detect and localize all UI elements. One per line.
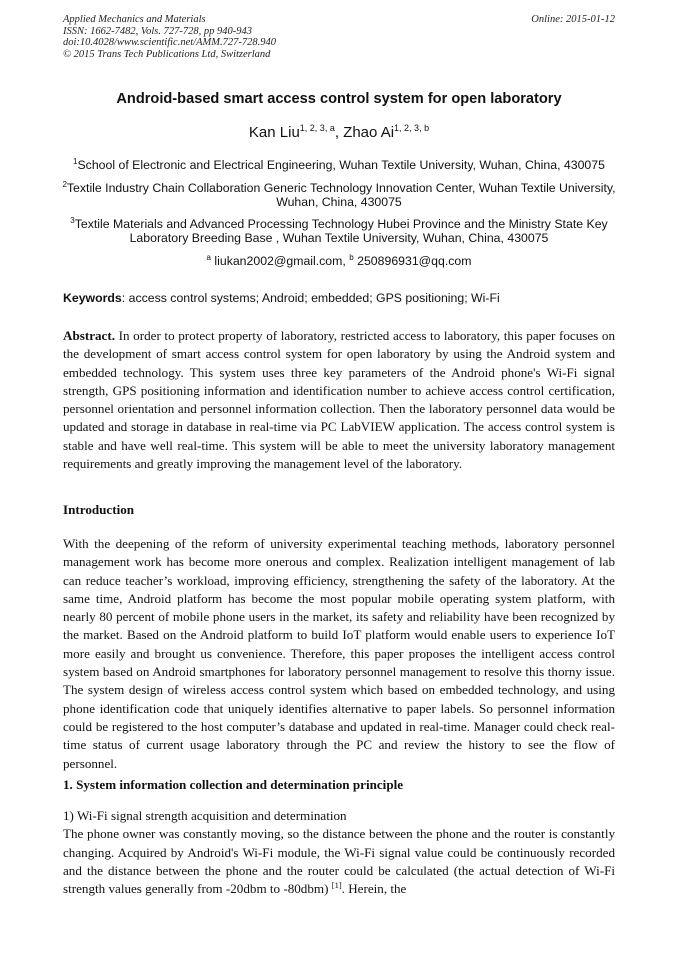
affiliation-2: [58, 181, 620, 209]
section-1-body: [63, 807, 615, 898]
affiliation-mark: 1: [73, 157, 78, 166]
email-separator: ,: [342, 254, 350, 268]
journal-header: [63, 14, 443, 60]
affiliation-3: [58, 217, 620, 245]
affiliation-text: Textile Materials and Advanced Processing Technology Hubei Province and the Ministry State Key Laboratory Breeding Base , Wuhan Textile University, Wuhan, China, 430075: [74, 217, 608, 245]
section-1-text: The phone owner was constantly moving, so the distance between the phone and the router is constantly changing. Acquired by Android's Wi-Fi module, the Wi-Fi signal value could be continuously recorded and the distance between the phone and the router could be calculated (the actual detection of Wi-Fi strength values generally from -20dbm to -80dbm): [63, 826, 615, 897]
email-link[interactable]: 250896931@qq.com: [357, 254, 472, 268]
author-name: Zhao Ai: [343, 124, 395, 141]
journal-doi: doi:10.4028/www.scientific.net/AMM.727-728.940: [63, 37, 276, 48]
section-1-heading: 1. System information collection and determination principle: [63, 777, 404, 792]
email-line: [40, 254, 638, 268]
introduction-text: With the deepening of the reform of university experimental teaching methods, laboratory personnel management work has become more onerous and complex. Realization intelligent management of lab can reduce teacher’s workload, improving efficiency, strengthening the safety of the laboratory. At the same time, Android platform has become the most popular mobile operating system platform, with nearly 80 percent of mobile phone users in the market, its safety and reliability have been recognized by the market. Based on the Android platform to build IoT platform would enable users to experience IoT more easily and brought us convenience. Therefore, this paper proposes the intelligent access control system based on Android smartphones for laboratory personnel management to resolve this thorny issue. The system design of wireless access control system which based on embedded technology, and using phone identification code that uniquely identifies alternative to paper labels. So personnel information could be registered to the host computer’s database and updated in real-time. Manager could check real-time status of current usage laboratory through the PC and review the history to see the flow of personnel.: [63, 536, 615, 771]
journal-copyright: © 2015 Trans Tech Publications Ltd, Switzerland: [63, 48, 271, 60]
keywords: [63, 291, 623, 305]
journal-issn: ISSN: 1662-7482, Vols. 727-728, pp 940-943: [63, 25, 252, 37]
author-separator: ,: [334, 124, 344, 141]
online-date: Online: 2015-01-12: [531, 14, 615, 25]
introduction-heading: Introduction: [63, 502, 135, 517]
email-mark: a: [206, 253, 211, 262]
author-name: Kan Liu: [248, 124, 300, 141]
keywords-text: : access control systems; Android; embedded; GPS positioning; Wi-Fi: [121, 291, 500, 305]
journal-name: Applied Mechanics and Materials: [63, 14, 206, 25]
author-marks: 1, 2, 3, b: [394, 123, 430, 133]
affiliation-text: Textile Industry Chain Collaboration Generic Technology Innovation Center, Wuhan Textile University, Wuhan, China, 430075: [66, 181, 616, 209]
keywords-label: Keywords: [63, 291, 122, 305]
email-link[interactable]: liukan2002@gmail.com: [214, 254, 343, 268]
author-marks: 1, 2, 3, a: [299, 123, 335, 133]
email-mark: b: [349, 253, 354, 262]
citation-ref[interactable]: [1]: [331, 880, 342, 891]
abstract-text: In order to protect property of laboratory, restricted access to laboratory, this paper focuses on the development of smart access control system for open laboratory by using the Android system and embedded technology. This system uses three key parameters of the Android phone's Wi-Fi signal strength, GPS positioning information and identification number to achieve access control certification, personnel orientation and personnel information collection. Then the laboratory personnel data would be updated and storage in database in real-time via PC LabVIEW application. The access control system is stable and have well real-time. This system will be able to meet the university laboratory management requirements and greatly improving the management level of the laboratory.: [63, 328, 615, 472]
subsection-heading: 1) Wi-Fi signal strength acquisition and determination: [63, 808, 347, 823]
paper-title: Android-based smart access control system for open laboratory: [116, 91, 562, 107]
affiliation-1: [58, 158, 620, 172]
author-line: [40, 124, 638, 141]
affiliation-mark: 2: [62, 180, 67, 189]
abstract-label: Abstract.: [63, 328, 115, 343]
affiliation-mark: 3: [70, 216, 75, 225]
section-1-text-cont: . Herein, the: [341, 881, 407, 897]
abstract: [63, 327, 615, 473]
affiliation-text: School of Electronic and Electrical Engineering, Wuhan Textile University, Wuhan, China, 430075: [77, 158, 605, 172]
